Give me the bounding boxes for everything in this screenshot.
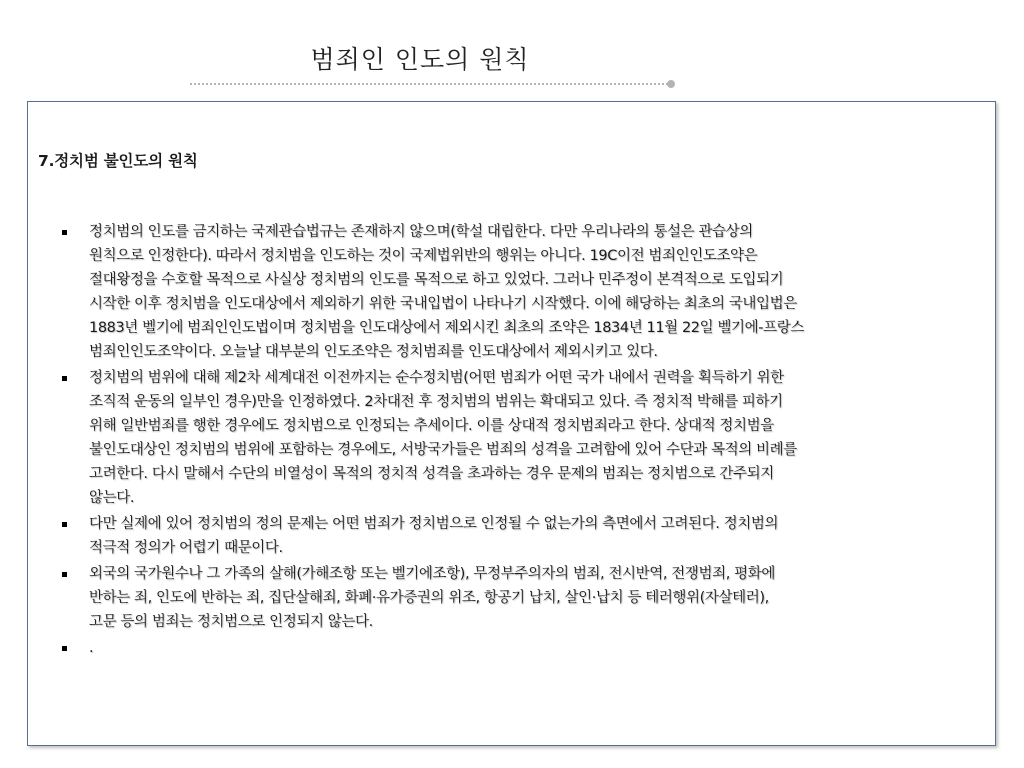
bullet-line: 않는다.: [89, 490, 135, 506]
bullet-line: 정치범의 인도를 금지하는 국제관습법규는 존재하지 않으며(학설 대립한다. 다만 우리나라의 통설은 관습상의: [89, 224, 753, 240]
bullet-line: 원칙으로 인정한다). 따라서 정치범을 인도하는 것이 국제법위반의 행위는 아니다. 19C이전 범죄인인도조약은: [89, 248, 758, 264]
square-bullet-icon: [62, 230, 67, 235]
list-item: [58, 366, 988, 510]
bullet-line: 불인도대상인 정치범의 범위에 포함하는 경우에도, 서방국가들은 범죄의 성격을 고려함에 있어 수단과 목적의 비례를: [89, 442, 797, 458]
bullet-line: 적극적 정의가 어렵기 때문이다.: [89, 540, 283, 556]
list-item: [58, 636, 988, 660]
bullet-line: 고려한다. 다시 말해서 수단의 비열성이 목적의 정치적 성격을 초과하는 경우 문제의 범죄는 정치범으로 간주되지: [89, 466, 774, 482]
bullet-line: 외국의 국가원수나 그 가족의 살해(가해조항 또는 벨기에조항), 무정부주의자의 범죄, 전시반역, 전쟁범죄, 평화에: [89, 566, 775, 582]
content-frame: [27, 101, 996, 746]
square-bullet-icon: [62, 376, 67, 381]
bullet-line: 1883년 벨기에 범죄인인도법이며 정치범을 인도대상에서 제외시킨 최초의 조약은 1834년 11월 22일 벨기에-프랑스: [89, 320, 804, 336]
square-bullet-icon: [62, 572, 67, 577]
bullet-line: 반하는 죄, 인도에 반하는 죄, 집단살해죄, 화폐·유가증권의 위조, 항공기 납치, 살인·납치 등 테러행위(자살테러),: [89, 590, 769, 606]
bullet-line: 정치범의 범위에 대해 제2차 세계대전 이전까지는 순수정치범(어떤 범죄가 어떤 국가 내에서 권력을 획득하기 위한: [89, 370, 784, 386]
bullet-line: 위해 일반범죄를 행한 경우에도 정치범으로 인정되는 추세이다. 이를 상대적 정치범죄라고 한다. 상대적 정치범을: [89, 418, 774, 434]
list-item: [58, 512, 988, 560]
bullet-line: 절대왕정을 수호할 목적으로 사실상 정치범의 인도를 목적으로 하고 있었다. 그러나 민주정이 본격적으로 도입되기: [89, 272, 784, 288]
bullet-line: 시작한 이후 정치범을 인도대상에서 제외하기 위한 국내입법이 나타나기 시작했다. 이에 해당하는 최초의 국내입법은: [89, 296, 797, 312]
bullet-line: 다만 실제에 있어 정치범의 정의 문제는 어떤 범죄가 정치범으로 인정될 수 없는가의 측면에서 고려된다. 정치범의: [89, 516, 779, 532]
section-heading: 7.정치범 불인도의 원칙: [38, 152, 198, 170]
divider-end-dot: [667, 80, 675, 88]
title-underline: [190, 82, 675, 86]
bullet-line: 범죄인인도조약이다. 오늘날 대부분의 인도조약은 정치범죄를 인도대상에서 제외시키고 있다.: [89, 344, 658, 360]
list-item: [58, 220, 988, 364]
slide-title: 범죄인 인도의 원칙: [310, 45, 530, 74]
square-bullet-icon: [62, 646, 67, 651]
square-bullet-icon: [62, 522, 67, 527]
list-item: [58, 562, 988, 634]
dotted-divider: [190, 83, 668, 85]
bullet-line: 고문 등의 범죄는 정치범으로 인정되지 않는다.: [89, 614, 373, 630]
bullet-line: 조직적 운동의 일부인 경우)만을 인정하였다. 2차대전 후 정치범의 범위는 확대되고 있다. 즉 정치적 박해를 피하기: [89, 394, 783, 410]
bullet-list: [58, 220, 988, 662]
bullet-line: .: [89, 640, 94, 656]
